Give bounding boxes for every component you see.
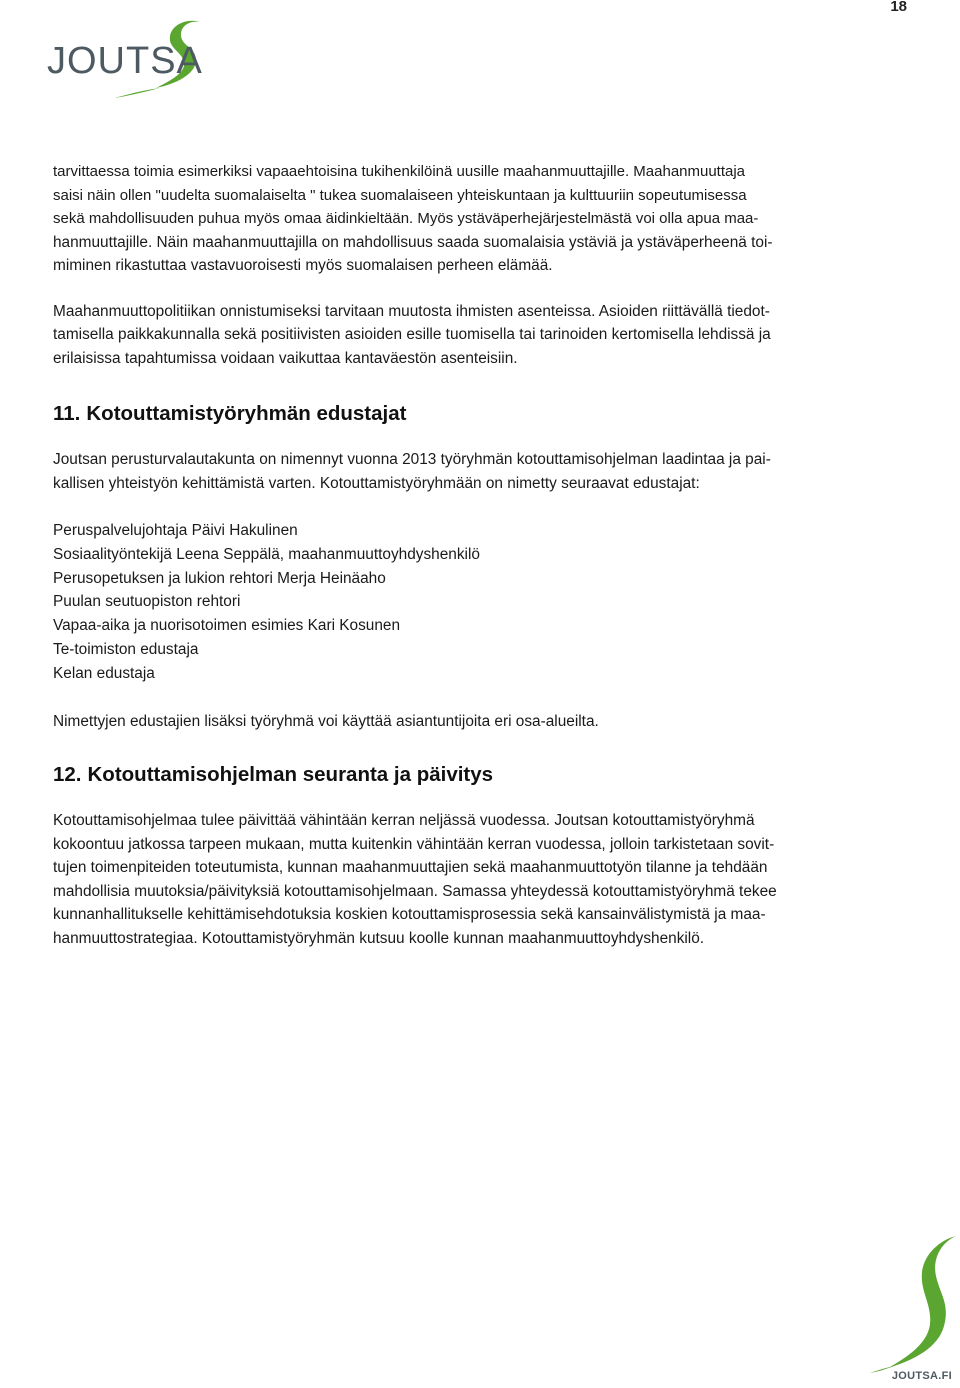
text-line: kokoontuu jatkossa tarpeen mukaan, mutta kuitenkin vähintään kerran vuodessa, jolloin tarkistetaan sovit- [53, 835, 775, 853]
text-line: tamisella paikkakunnalla sekä positiivisten asioiden esille tuomisella tai tarinoiden kertomisella lehdissä ja [53, 326, 771, 343]
section-number: 12. [53, 763, 82, 787]
text-line: Kotouttamisohjelmaa tulee päivittää vähintään kerran neljässä vuodessa. Joutsan kotouttamistyöryhmä [53, 812, 755, 830]
document-body [53, 160, 908, 950]
section-11-heading [53, 400, 908, 428]
text-line: Joutsan perusturvalautakunta on nimennyt vuonna 2013 työryhmän kotouttamisohjelman laadintaa ja pai- [53, 451, 771, 468]
list-item: Puulan seutuopiston rehtori [53, 593, 241, 611]
swan-swoosh-icon [870, 1232, 960, 1388]
list-item: Sosiaalityöntekijä Leena Seppälä, maahanmuuttoyhdyshenkilö [53, 545, 480, 563]
text-line: erilaisissa tapahtumissa voidaan vaikuttaa kantaväestön asenteisiin. [53, 349, 518, 367]
text-line: kallisen yhteistyön kehittämistä varten. Kotouttamistyöryhmään on nimetty seuraavat edustajat: [53, 474, 700, 492]
section-title: Kotouttamistyöryhmän edustajat [86, 402, 407, 425]
section-12-text [53, 809, 908, 950]
text-line: saisi näin ollen "uudelta suomalaiselta " tukea suomalaiseen yhteiskuntaan ja kulttuuriin sopeutumisessa [53, 186, 747, 204]
section-title: Kotouttamisohjelman seuranta ja päivitys [87, 763, 494, 787]
text-line: hanmuuttostrategiaa. Kotouttamistyöryhmän kutsuu koolle kunnan maahanmuuttoyhdyshenkilö. [53, 929, 705, 947]
text-line: tujen toimenpiteiden toteutumista, kunnan maahanmuuttajien sekä maahanmuuttotyön tilanne ja tehdään [53, 859, 768, 877]
text-line: tarvittaessa toimia esimerkiksi vapaaehtoisina tukihenkilöinä uusille maahanmuuttajille. Maahanmuuttaja [53, 163, 746, 180]
text-line: miminen rikastuttaa vastavuoroisesti myös suomalaisen perheen elämää. [53, 257, 553, 274]
list-item: Peruspalvelujohtaja Päivi Hakulinen [53, 522, 298, 539]
page-number: 18 [890, 0, 907, 15]
joutsa-logo [40, 18, 220, 100]
member-list [53, 519, 908, 686]
text-line: hanmuuttajille. Näin maahanmuuttajilla on mahdollisuus saada suomalaisia ystäviä ja ystäväperheenä toi- [53, 233, 773, 251]
list-item: Vapaa-aika ja nuorisotoimen esimies Kari Kosunen [53, 617, 401, 635]
section-11-closing: Nimettyjen edustajien lisäksi työryhmä voi käyttää asiantuntijoita eri osa-alueilta. [53, 712, 599, 730]
paragraph-intro [53, 160, 908, 278]
footer-brand [870, 1232, 960, 1388]
list-item: Perusopetuksen ja lukion rehtori Merja Heinäaho [53, 569, 386, 587]
section-12-heading [53, 761, 908, 789]
section-number: 11. [53, 402, 81, 425]
section-11-intro [53, 448, 908, 495]
footer-website-label: JOUTSA.FI [891, 1370, 952, 1382]
text-line: sekä mahdollisuuden puhua myös omaa äidinkieltään. Myös ystäväperhejärjestelmästä voi olla apua maa- [53, 210, 759, 227]
list-item: Kelan edustaja [53, 664, 155, 682]
list-item: Te-toimiston edustaja [53, 640, 199, 658]
paragraph-attitudes [53, 300, 908, 371]
text-line: Maahanmuuttopolitiikan onnistumiseksi tarvitaan muutosta ihmisten asenteissa. Asioiden riittävällä tiedot- [53, 302, 770, 320]
text-line: kunnanhallitukselle kehittämisehdotuksia koskien kotouttamisprosessia sekä kansainvälistymistä ja maa- [53, 906, 766, 924]
logo-wordmark: JOUTSA [47, 40, 203, 82]
text-line: mahdollisia muutoksia/päivityksiä kotouttamisohjelmaan. Samassa yhteydessä kotouttamistyöryhmä tekee [53, 882, 777, 900]
